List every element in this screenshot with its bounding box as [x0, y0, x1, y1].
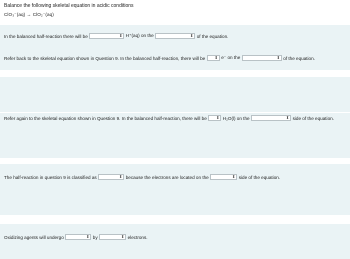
q2-text-middle: e⁻ on the [221, 55, 241, 60]
chevron-updown-icon: ⬍ [285, 115, 290, 120]
q4-classification-select[interactable] [98, 174, 124, 180]
q2-count-select[interactable] [207, 55, 220, 61]
q5-text-after: electrons. [127, 234, 148, 240]
question-block-4 [0, 164, 350, 215]
chevron-updown-icon: ⬍ [190, 33, 194, 38]
chevron-updown-icon: ⬍ [216, 115, 220, 120]
q5-action-select[interactable] [99, 234, 126, 240]
chevron-updown-icon: ⬍ [119, 174, 123, 179]
q2-side-select[interactable] [242, 55, 282, 61]
q4-side-select[interactable] [210, 174, 237, 180]
q4-text-middle: because the electrons are located on the [125, 174, 209, 180]
question-block-2 [0, 77, 350, 112]
chevron-updown-icon: ⬍ [214, 55, 218, 60]
q2-text-before: Refer back to the skeletal equation shown in Question 9. In the balanced half-reaction, there will be [4, 55, 206, 61]
chevron-updown-icon: ⬍ [232, 174, 236, 179]
instructions-text: Balance the following skeletal equation in acidic conditions [4, 3, 134, 9]
q5-text-middle: by [92, 234, 98, 240]
q1-text-after: of the equation. [196, 33, 229, 39]
q4-text-after: side of the equation. [238, 174, 281, 180]
question-block-1 [0, 25, 350, 70]
chevron-updown-icon: ⬍ [276, 55, 280, 60]
q3-side-select[interactable] [251, 115, 291, 121]
question-header [4, 3, 346, 19]
q2-text-after: of the equation. [283, 55, 315, 61]
q4-text-before: The half-reaction in question 9 is classified as [4, 174, 97, 180]
question-block-3 [0, 113, 350, 158]
q3-count-select[interactable] [208, 115, 221, 121]
q1-side-select[interactable] [155, 33, 195, 39]
q5-process-select[interactable] [65, 234, 91, 240]
q5-text-before: Oxidizing agents will undergo [4, 234, 64, 240]
chevron-updown-icon: ⬍ [120, 234, 125, 239]
q3-text-after: side of the equation. [292, 115, 334, 121]
q3-text-before: Refer again to the skeletal equation shown in Question 9. In the balanced half-reaction, there will be [4, 115, 207, 121]
chevron-updown-icon: ⬍ [119, 33, 123, 38]
q1-text-before: In the balanced half-reaction there will be [4, 33, 88, 39]
chevron-updown-icon: ⬍ [86, 234, 90, 239]
q1-count-select[interactable] [89, 33, 124, 39]
q1-text-middle: H⁺(aq) on the [125, 33, 154, 38]
question-block-5 [0, 224, 350, 259]
q3-text-middle: H₂O(l) on the [222, 115, 250, 121]
skeletal-equation: ClO₃⁻(aq) → ClO₂⁻(aq) [4, 12, 54, 17]
